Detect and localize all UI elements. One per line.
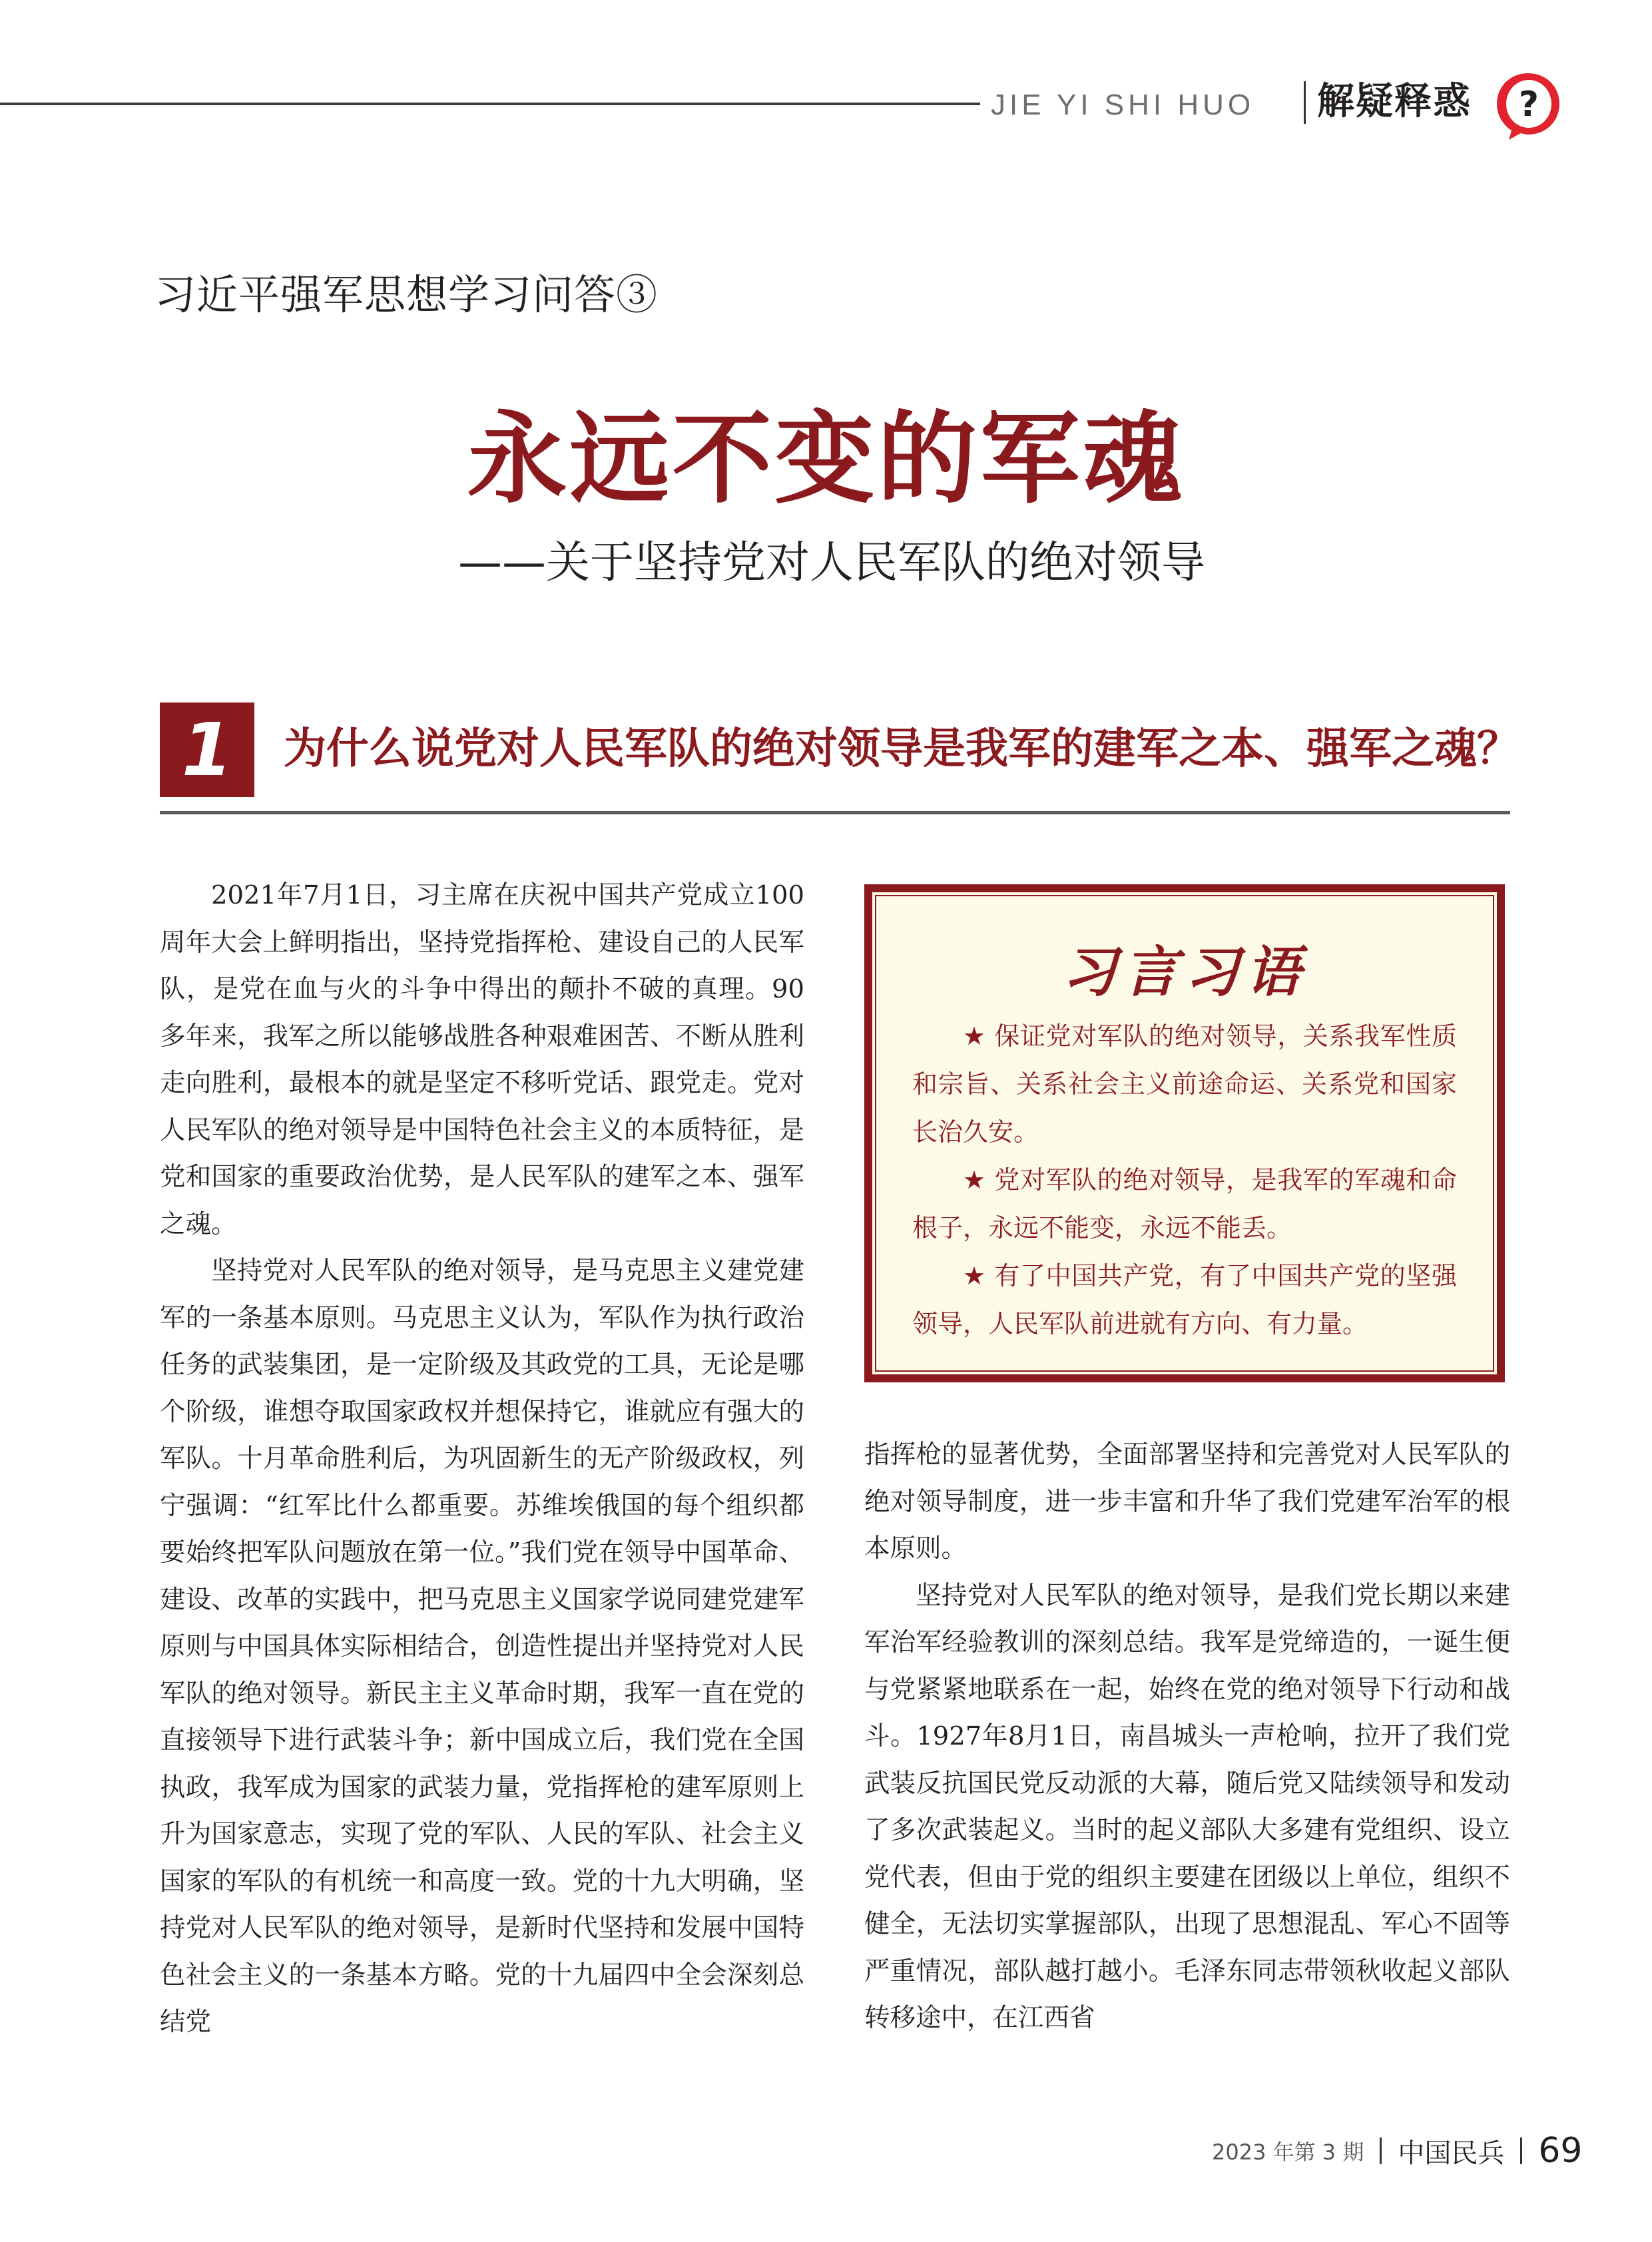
question-number: 1 — [160, 702, 254, 797]
left-column — [160, 872, 804, 2046]
right-column — [864, 1432, 1510, 2042]
footer-separator — [1520, 2137, 1522, 2164]
star-icon: ★ — [963, 1165, 986, 1195]
paragraph: 坚持党对人民军队的绝对领导，是我们党长期以来建军治军经验教训的深刻总结。我军是党缔造的，一诞生便与党紧紧地联系在一起，始终在党的绝对领导下行动和战斗。1927年8月1日，南昌城头一声枪响，拉开了我们党武装反抗国民党反动派的大幕，随后党又陆续领导和发动了多次武装起义。当时的起义部队大多建有党组织、设立党代表，但由于党的组织主要建在团级以上单位，组织不健全，无法切实掌握部队，出现了思想混乱、军心不固等严重情况，部队越打越小。毛泽东同志带领秋收起义部队转移途中，在江西省 — [864, 1580, 1510, 2033]
quote-box — [864, 884, 1505, 1382]
paragraph: 坚持党对人民军队的绝对领导，是马克思主义建党建军的一条基本原则。马克思主义认为，军队作为执行政治任务的武装集团，是一定阶级及其政党的工具，无论是哪个阶级，谁想夺取国家政权并想保持它，谁就应有强大的军队。十月革命胜利后，为巩固新生的无产阶级政权，列宁强调：“红军比什么都重要。苏维埃俄国的每个组织都要始终把军队问题放在第一位。”我们党在领导中国革命、建设、改革的实践中，把马克思主义国家学说同建党建军原则与中国具体实际相结合，创造性提出并坚持党对人民军队的绝对领导。新民主主义革命时期，我军一直在党的直接领导下进行武装斗争；新中国成立后，我们党在全国执政，我军成为国家的武装力量，党指挥枪的建军原则上升为国家意志，实现了党的军队、人民的军队、社会主义国家的军队的有机统一和高度一致。党的十九大明确，坚持党对人民军队的绝对领导，是新时代坚持和发展中国特色社会主义的一条基本方略。党的十九届四中全会深刻总结党 — [160, 1256, 804, 2037]
question-bubble-icon — [1492, 69, 1565, 142]
quote-text: 保证党对军队的绝对领导，关系我军性质和宗旨、关系社会主义前途命运、关系党和国家长治久安。 — [912, 1021, 1457, 1147]
quote-item — [912, 1156, 1457, 1252]
quote-text: 党对军队的绝对领导，是我军的军魂和命根子，永远不能变，永远不能丢。 — [912, 1165, 1457, 1243]
issue-label: 2023 年第 3 期 — [1212, 2139, 1364, 2165]
question-rule — [160, 811, 1510, 814]
quote-box-title: 习言习语 — [1062, 940, 1307, 1004]
quote-box-inner — [870, 890, 1499, 1376]
paragraph: 指挥枪的显著优势，全面部署坚持和完善党对人民军队的绝对领导制度，进一步丰富和升华了我们党建军治军的根本原则。 — [864, 1440, 1510, 1563]
header-separator — [1304, 81, 1306, 124]
paragraph: 2021年7月1日，习主席在庆祝中国共产党成立100周年大会上鲜明指出，坚持党指挥枪、建设自己的人民军队，是党在血与火的斗争中得出的颠扑不破的真理。90多年来，我军之所以能够战胜各种艰难困苦、不断从胜利走向胜利，最根本的就是坚定不移听党话、跟党走。党对人民军队的绝对领导是中国特色社会主义的本质特征，是党和国家的重要政治优势，是人民军队的建军之本、强军之魂。 — [160, 880, 804, 1239]
quote-item — [912, 1252, 1457, 1348]
star-icon: ★ — [963, 1261, 986, 1290]
question-heading: 为什么说党对人民军队的绝对领导是我军的建军之本、强军之魂？ — [284, 724, 1519, 774]
column-name: 解疑释惑 — [1317, 80, 1472, 123]
article-subtitle: ——关于坚持党对人民军队的绝对领导 — [458, 537, 1205, 588]
article-title: 永远不变的军魂 — [467, 402, 1185, 517]
star-icon: ★ — [963, 1021, 986, 1051]
series-title: 习近平强军思想学习问答③ — [154, 270, 659, 319]
header-rule — [0, 103, 980, 105]
quote-list — [872, 1012, 1497, 1348]
page-footer — [1212, 2131, 1583, 2171]
magazine-name: 中国民兵 — [1398, 2137, 1505, 2169]
page-number: 69 — [1538, 2131, 1583, 2171]
column-name-pinyin: JIE YI SHI HUO — [991, 89, 1255, 121]
quote-item — [912, 1012, 1457, 1156]
footer-separator — [1380, 2137, 1382, 2164]
quote-text: 有了中国共产党，有了中国共产党的坚强领导，人民军队前进就有方向、有力量。 — [912, 1261, 1457, 1338]
badge-symbol: ? — [1518, 85, 1539, 125]
